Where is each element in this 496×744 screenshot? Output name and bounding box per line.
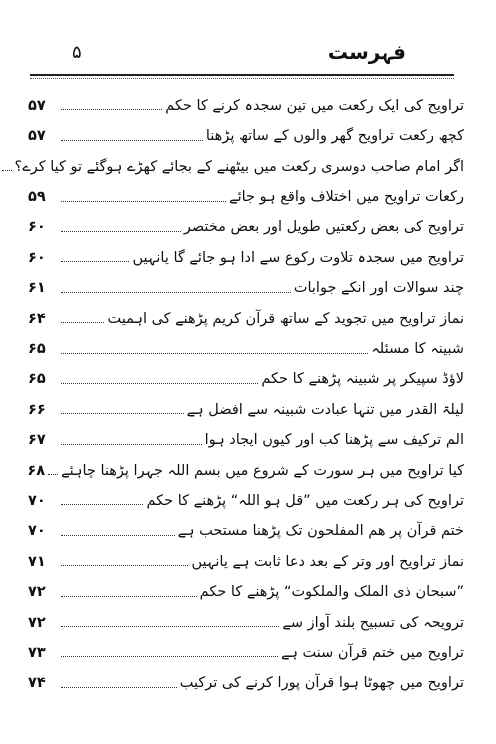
toc-entry-title: نماز تراویح میں تجوید کے ساتھ قرآن کریم پڑھنے کی اہمیت bbox=[107, 310, 464, 327]
toc-entry[interactable] bbox=[28, 117, 464, 147]
toc-entry-title: کچھ رکعت تراویح گھر والوں کے ساتھ پڑھنا bbox=[205, 128, 464, 145]
toc-entry[interactable] bbox=[28, 361, 464, 391]
toc-entry-title: الم ترکیف سے پڑھنا کب اور کیوں ایجاد ہوا bbox=[204, 432, 464, 449]
toc-entry[interactable] bbox=[28, 421, 464, 451]
toc-entry[interactable] bbox=[14, 148, 464, 178]
toc-entry-page: ۶۵ bbox=[28, 371, 46, 388]
toc-entry-title: اگر امام صاحب دوسری رکعت میں بیٹھنے کے بجائے کھڑے ہوگئے تو کیا کرے؟ bbox=[14, 158, 464, 175]
toc-entry-page: ۷۰ bbox=[28, 523, 46, 540]
toc-entry[interactable] bbox=[28, 664, 464, 694]
toc-entry-title: نماز تراویح اور وتر کے بعد دعا ثابت ہے یانہیں bbox=[191, 553, 464, 570]
toc-leader-dots bbox=[61, 413, 184, 414]
toc-entry-page: ۷۱ bbox=[28, 553, 46, 570]
toc-entry[interactable] bbox=[28, 573, 464, 603]
page-header bbox=[60, 42, 436, 68]
toc-entry-page: ۶۰ bbox=[28, 249, 46, 266]
toc-entry-page: ۷۰ bbox=[28, 492, 46, 509]
page-number: ۵ bbox=[72, 42, 82, 63]
toc-leader-dots bbox=[61, 261, 129, 262]
toc-entry[interactable] bbox=[28, 543, 464, 573]
toc-entry[interactable] bbox=[28, 178, 464, 208]
toc-entry-title: تراویح کی بعض رکعتیں طویل اور بعض مختصر bbox=[183, 219, 464, 236]
toc-entry-title: تراویح کی ایک رکعت میں تین سجدہ کرنے کا حکم bbox=[165, 97, 464, 114]
toc-entry[interactable] bbox=[28, 300, 464, 330]
header-rule-dotted bbox=[30, 78, 454, 79]
toc-entry[interactable] bbox=[28, 87, 464, 117]
toc-entry-title: شبینہ کا مسئلہ bbox=[371, 341, 464, 358]
toc-entry-title: لیلۃ القدر میں تنہا عبادت شبینہ سے افضل ہے bbox=[186, 401, 464, 418]
toc-leader-dots bbox=[61, 201, 226, 202]
toc-entry-title: کیا تراویح میں ہر سورت کے شروع میں بسم اللہ جہرا پڑھنا چاہئے bbox=[61, 462, 464, 479]
toc-entry-page: ۵۷ bbox=[28, 97, 46, 114]
header-rule bbox=[30, 74, 454, 76]
toc-entry-page: ۶۸ bbox=[27, 462, 46, 479]
table-of-contents bbox=[14, 87, 464, 695]
toc-leader-dots bbox=[61, 322, 104, 323]
toc-entry-page: ۷۳ bbox=[28, 644, 46, 661]
toc-entry[interactable] bbox=[28, 330, 464, 360]
toc-entry-page: ۵۹ bbox=[28, 189, 46, 206]
toc-leader-dots bbox=[61, 109, 162, 110]
toc-entry[interactable] bbox=[28, 512, 464, 542]
toc-entry[interactable] bbox=[28, 452, 464, 482]
toc-entry[interactable] bbox=[28, 209, 464, 239]
toc-entry-page: ۶۵ bbox=[28, 341, 46, 358]
toc-entry-page: ۷۴ bbox=[28, 675, 46, 692]
toc-entry-title: چند سوالات اور انکے جوابات bbox=[293, 280, 464, 297]
toc-leader-dots bbox=[48, 474, 58, 475]
toc-entry-title: رکعات تراویح میں اختلاف واقع ہو جائے bbox=[229, 189, 464, 206]
toc-entry[interactable] bbox=[28, 239, 464, 269]
toc-entry[interactable] bbox=[28, 604, 464, 634]
toc-entry-page: ۵۷ bbox=[28, 128, 46, 145]
toc-entry-title: ختم قرآن پر ھم المفلحون تک پڑھنا مستحب ہے bbox=[177, 523, 464, 540]
toc-entry-page: ۷۲ bbox=[28, 614, 46, 631]
page-title: فہرست bbox=[327, 40, 406, 64]
toc-leader-dots bbox=[61, 353, 368, 354]
toc-leader-dots bbox=[61, 383, 258, 384]
toc-entry-title: لاؤڈ سپیکر پر شبینہ پڑھنے کا حکم bbox=[261, 371, 464, 388]
toc-entry-page: ۶۶ bbox=[28, 401, 46, 418]
toc-entry-title: تراویح میں چھوٹا ہوا قرآن پورا کرنے کی ترکیب bbox=[179, 675, 464, 692]
toc-leader-dots bbox=[61, 596, 197, 597]
toc-leader-dots bbox=[61, 626, 279, 627]
toc-leader-dots bbox=[2, 170, 12, 171]
toc-leader-dots bbox=[61, 535, 175, 536]
toc-entry-title: تراویح میں ختم قرآن سنت ہے bbox=[280, 644, 464, 661]
toc-leader-dots bbox=[61, 140, 203, 141]
toc-entry-page: ۶۴ bbox=[28, 310, 46, 327]
toc-leader-dots bbox=[61, 687, 177, 688]
toc-entry[interactable] bbox=[28, 482, 464, 512]
toc-entry-page: ۷۲ bbox=[28, 584, 46, 601]
toc-entry-title: تراویح کی ہر رکعت میں ”قل ہو اللہ“ پڑھنے کا حکم bbox=[146, 492, 464, 509]
toc-entry-title: ”سبحان ذی الملک والملکوت“ پڑھنے کا حکم bbox=[199, 584, 464, 601]
toc-entry-title: ترویحہ کی تسبیح بلند آواز سے bbox=[282, 614, 464, 631]
toc-entry[interactable] bbox=[28, 391, 464, 421]
toc-entry-page: ۶۷ bbox=[28, 432, 46, 449]
toc-leader-dots bbox=[61, 504, 143, 505]
toc-leader-dots bbox=[61, 565, 188, 566]
toc-entry-page: ۶۱ bbox=[28, 280, 46, 297]
toc-entry[interactable] bbox=[28, 634, 464, 664]
toc-entry-page: ۶۰ bbox=[28, 219, 46, 236]
toc-leader-dots bbox=[61, 656, 278, 657]
toc-leader-dots bbox=[61, 231, 181, 232]
toc-leader-dots bbox=[61, 292, 291, 293]
toc-entry-title: تراویح میں سجدہ تلاوت رکوع سے ادا ہو جائے گا یانہیں bbox=[132, 249, 464, 266]
toc-entry[interactable] bbox=[28, 269, 464, 299]
toc-leader-dots bbox=[61, 444, 202, 445]
